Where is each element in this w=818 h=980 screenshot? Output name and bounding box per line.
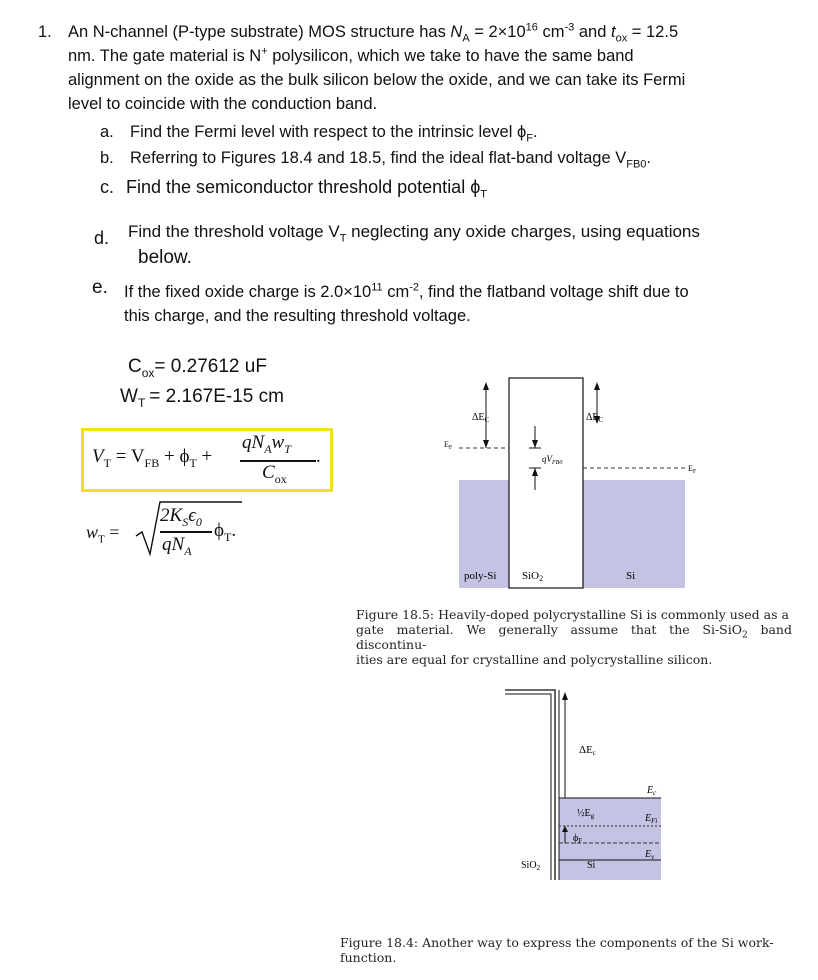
wt-phi-sub: T (224, 529, 232, 544)
part-e-text (124, 280, 689, 304)
wt-period: . (231, 520, 237, 541)
fig184-efi: $E_{Fi}$ (645, 813, 658, 825)
intro-text: An N-channel (P-type substrate) MOS structure has (68, 23, 451, 41)
part-d-label: d. (94, 228, 110, 248)
part-a-sub: F (526, 132, 533, 145)
vt-fraction-numerator (242, 432, 291, 454)
part-c-label: c. (100, 177, 115, 197)
part-b-end: . (646, 149, 652, 167)
vt-num: qN (242, 432, 265, 453)
figure-18-5-diagram (440, 370, 800, 595)
tox-sub: ox (615, 32, 628, 45)
vt-period: . (316, 446, 321, 467)
fig185-caption-l2a: gate material. We generally assume that the Si-SiO (356, 622, 742, 637)
wt-den: qN (162, 534, 185, 555)
vt-equation-lhs (92, 446, 212, 468)
fig184-label-sio2: SiO$_2$ (521, 860, 541, 872)
fig185-dec-left: $\Delta E_C$ (472, 412, 490, 424)
cox-sub: ox (141, 365, 155, 380)
problem-intro-line3: alignment on the oxide as the bulk silicon below the oxide, and we can take its Fermi (68, 71, 686, 89)
fig184-caption-line1: Figure 18.4: Another way to express the components of the Si work- (340, 935, 774, 950)
problem-intro-line1 (68, 20, 678, 44)
part-a-text (130, 120, 538, 144)
part-b-label: b. (100, 149, 114, 167)
intro-text: nm. The gate material is N (68, 47, 262, 65)
fig185-dec-right: $\Delta E_C$ (586, 412, 604, 424)
part-e-exp: 11 (371, 281, 383, 294)
fig185-ef-left: $E_F$ (444, 440, 453, 451)
wt-num-eps: ϵ (188, 505, 196, 526)
vt-eq-mid: = V (110, 446, 145, 467)
phi-t-sub: T (189, 455, 197, 470)
part-c-text (126, 175, 487, 199)
fig184-ec: $E_c$ (647, 785, 657, 797)
wt-note (120, 386, 284, 408)
intro-text: and (574, 23, 611, 41)
part-d-line2: below. (138, 247, 192, 268)
part-a-end: . (532, 123, 538, 141)
fig184-caption-line2: function. (340, 950, 397, 965)
wt-num: 2K (160, 505, 183, 526)
figure-18-4-caption (340, 935, 794, 965)
fig185-caption-line3: ities are equal for crystalline and polycrystalline silicon. (356, 652, 713, 667)
intro-text: = 12.5 (627, 23, 679, 41)
dec-arrow-head (562, 692, 568, 700)
wt-fraction-bar (160, 531, 212, 533)
intro-text: cm (537, 23, 565, 41)
part-e-label: e. (92, 277, 108, 298)
vt-num-sub: A (264, 441, 272, 456)
wt-phi-sym: ϕ (214, 520, 225, 541)
fig185-qv-label: $qV_{FB0}$ (542, 454, 563, 466)
wt-fraction-numerator (160, 505, 202, 527)
wt-num-eps-sub: 0 (195, 514, 202, 529)
fig185-ef-right: $E_F$ (688, 464, 697, 475)
fig184-half-eg: $\frac{1}{2}E_g$ (577, 808, 595, 820)
oxide-barrier (509, 378, 583, 588)
fig185-label-sio2: SiO2 (522, 570, 544, 583)
nplus-sup: + (261, 45, 268, 58)
fig184-label-si: Si (587, 860, 596, 871)
oxide-outline-outer (505, 690, 555, 880)
vt-eq-phi: + ϕ (159, 446, 190, 467)
part-d-sub: T (339, 232, 347, 245)
wt-symbol-sub: T (98, 533, 105, 546)
intro-text: = 2×10 (469, 23, 526, 41)
part-e-body2: cm (382, 283, 410, 301)
wt-phi (214, 520, 236, 542)
part-e-body: If the fixed oxide charge is 2.0×10 (124, 283, 372, 301)
vt-symbol-sub: T (103, 455, 111, 470)
part-d-body: Find the threshold voltage V (128, 222, 340, 241)
part-e-body3: , find the flatband voltage shift due to (419, 283, 689, 301)
cm-exp: -3 (564, 21, 575, 34)
wt-fraction-denominator (162, 534, 192, 556)
wt-label: W (120, 386, 138, 407)
fig185-caption-line2 (356, 622, 792, 652)
oxide-outline-inner (505, 694, 551, 880)
problem-number: 1. (38, 23, 52, 41)
wt-symbol: w (86, 522, 99, 542)
part-a-body: Find the Fermi level with respect to the intrinsic level ϕ (130, 123, 527, 141)
part-b-sub: FB0 (626, 158, 647, 171)
fig184-ev: $E_v$ (645, 849, 655, 861)
part-d-body2: neglecting any oxide charges, using equations (346, 222, 700, 241)
tox-symbol: t (610, 23, 616, 41)
dec-left-arrow-head (483, 382, 489, 390)
part-b-text (130, 146, 651, 170)
part-c-sub: T (480, 188, 488, 201)
fig185-caption-l2b: band discontinu- (356, 622, 792, 652)
vfb-sub: FB (144, 455, 160, 470)
cox-value: = 0.27612 uF (154, 356, 267, 377)
part-a-label: a. (100, 123, 114, 141)
fig184-phi-f: $\phi_F$ (573, 833, 583, 845)
vt-num-w: w (271, 432, 285, 453)
part-b-body: Referring to Figures 18.4 and 18.5, find the ideal flat-band voltage V (130, 149, 627, 167)
vt-fraction-denominator (262, 462, 287, 484)
na-sub: A (462, 32, 470, 45)
fig185-caption-sub: 2 (742, 630, 748, 641)
cox-label: C (128, 356, 142, 377)
vt-den: C (262, 462, 275, 483)
na-exp: 16 (525, 21, 538, 34)
part-d-text (128, 220, 700, 244)
problem-intro-line2 (68, 44, 634, 68)
fig185-label-si: Si (626, 570, 636, 582)
fig185-caption-line1: Figure 18.5: Heavily-doped polycrystalline Si is commonly used as a (356, 607, 789, 622)
vt-symbol: V (92, 446, 104, 467)
wt-equation-lhs (86, 522, 120, 546)
cox-note (128, 356, 267, 378)
dec-right-arrow-head (594, 382, 600, 390)
wt-den-sub: A (184, 543, 192, 558)
fig184-dec: ΔEc (579, 744, 596, 757)
na-symbol: N (450, 23, 463, 41)
vt-eq-plus: + (196, 446, 213, 467)
wt-eq: = (104, 522, 120, 542)
part-e-exp2: -2 (409, 281, 419, 294)
figure-18-5-caption (356, 607, 792, 667)
figure-18-4-diagram (495, 680, 675, 885)
wt-num-sub: S (182, 514, 189, 529)
problem-intro-line4: level to coincide with the conduction band. (68, 95, 378, 113)
dec-left-arrow-tail (483, 440, 489, 448)
part-e-line2: this charge, and the resulting threshold voltage. (124, 307, 471, 325)
vt-den-sub: ox (274, 471, 287, 486)
wt-value: = 2.167E-15 cm (149, 386, 284, 407)
fig185-label-poly: poly-Si (464, 570, 497, 582)
wt-sub: T (137, 395, 146, 410)
part-c-body: Find the semiconductor threshold potential ϕ (126, 177, 481, 197)
vt-num-w-sub: T (284, 441, 291, 456)
intro-text: polysilicon, which we take to have the same band (267, 47, 634, 65)
